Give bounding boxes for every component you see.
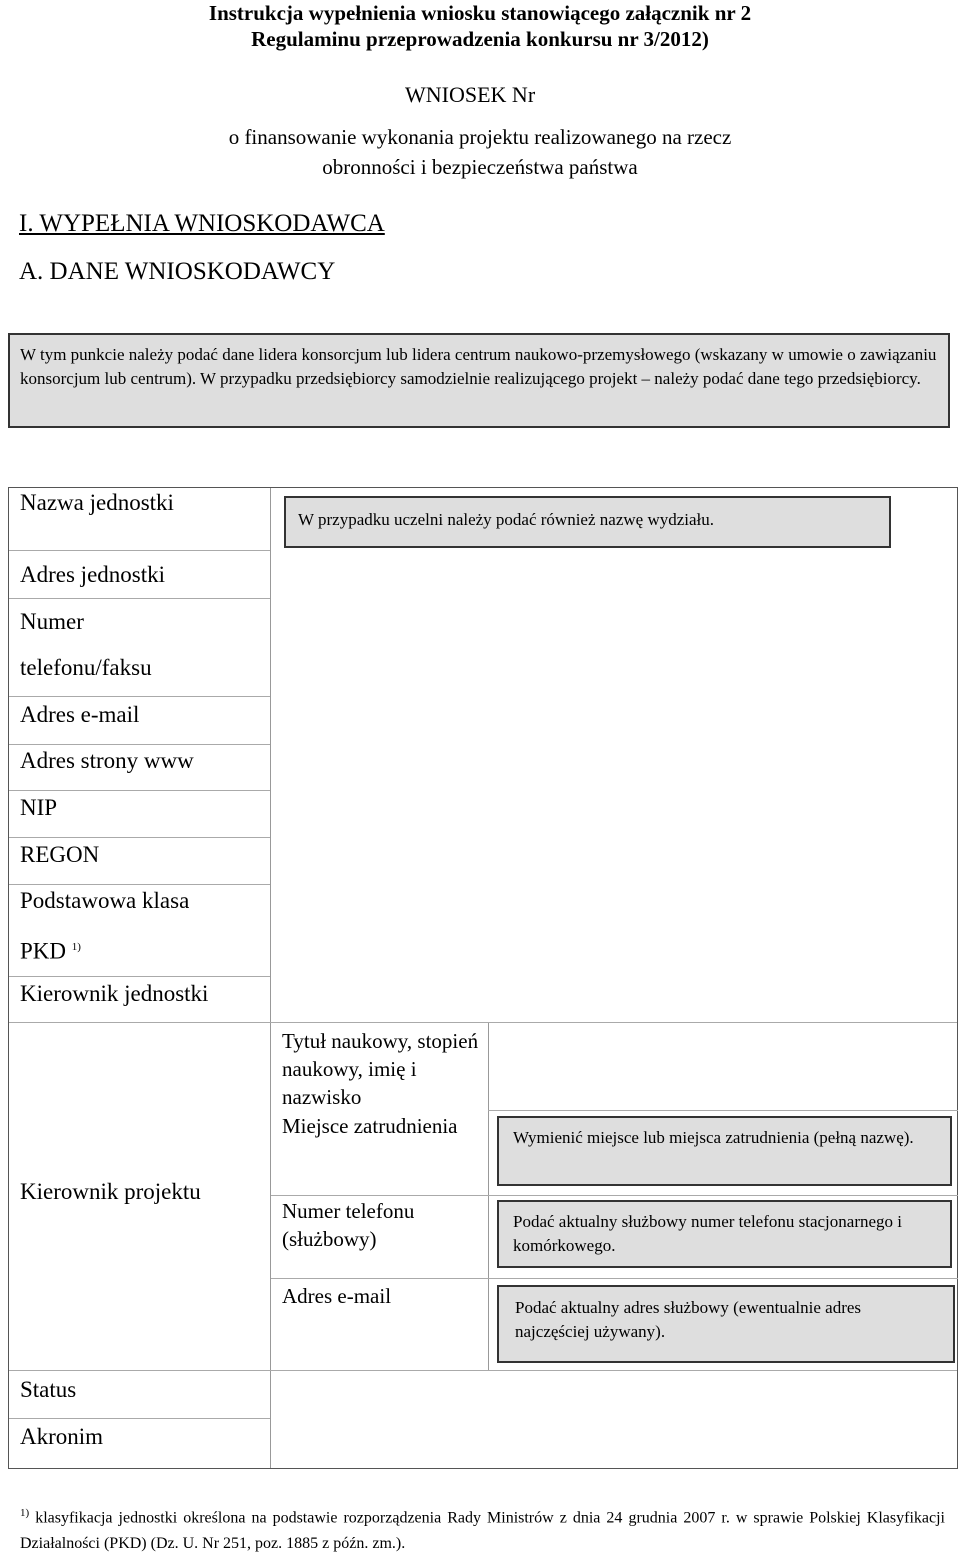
footnote-marker: 1) — [20, 1507, 30, 1519]
subtitle-line-2: obronności i bezpieczeństwa państwa — [322, 155, 638, 179]
label-adres-jednostki: Adres jednostki — [20, 562, 166, 587]
label-kierownik-jednostki: Kierownik jednostki — [20, 981, 209, 1006]
label-adres-www: Adres strony www — [20, 748, 194, 773]
label-status: Status — [20, 1377, 77, 1402]
pkd-footnote-marker: 1) — [71, 941, 81, 953]
kp-label-miejsce: Miejsce zatrudnienia — [282, 1114, 458, 1138]
kp-label-telefon: Numer telefonu (służbowy) — [282, 1199, 415, 1251]
kp-label-tytul: Tytuł naukowy, stopień naukowy, imię i nazwisko — [282, 1029, 479, 1109]
document-subtitle — [150, 122, 810, 182]
section-A-heading: A. DANE WNIOSKODAWCY — [19, 258, 336, 285]
kp-miejsce-hint-box: Wymienić miejsce lub miejsca zatrudnienia (pełną nazwę). — [497, 1116, 952, 1186]
label-nazwa-jednostki: Nazwa jednostki — [20, 490, 174, 515]
section-I-heading: I. WYPEŁNIA WNIOSKODAWCA — [19, 210, 385, 237]
kp-row-divider — [271, 1278, 958, 1279]
document-title: WNIOSEK Nr — [405, 82, 536, 107]
kp-email-hint-box: Podać aktualny adres służbowy (ewentualnie adres najczęściej używany). — [497, 1285, 955, 1363]
label-pkd-line2 — [20, 924, 81, 975]
footnote-text: klasyfikacja jednostki określona na podstawie rozporządzenia Rady Ministrów z dnia 24 grudnia 2007 r. w sprawie Polskiej Klasyfikacji Działalności (PKD) (Dz. U. Nr 251, poz. 1885 z późn. zm.). — [20, 1509, 945, 1553]
kp-row-divider — [271, 1195, 958, 1196]
subtitle-line-1: o finansowanie wykonania projektu realizowanego na rzecz — [228, 125, 732, 149]
label-telefon-line1: Numer — [20, 609, 84, 634]
table-column-divider — [270, 488, 271, 1468]
footnote — [20, 1500, 945, 1557]
document-header — [0, 0, 960, 52]
label-kierownik-projektu: Kierownik projektu — [20, 1179, 201, 1204]
label-pkd-line1: Podstawowa klasa — [20, 888, 190, 913]
row-divider — [9, 550, 270, 551]
row-divider — [9, 1022, 957, 1023]
kp-column-divider — [488, 1023, 489, 1370]
row-divider — [9, 1370, 957, 1371]
label-regon: REGON — [20, 842, 100, 867]
kp-telefon-hint-box: Podać aktualny służbowy numer telefonu stacjonarnego i komórkowego. — [497, 1200, 952, 1268]
header-line-2: Regulaminu przeprowadzenia konkursu nr 3/2012) — [251, 27, 709, 51]
nazwa-hint-box: W przypadku uczelni należy podać również nazwę wydziału. — [284, 496, 891, 548]
label-akronim: Akronim — [20, 1424, 104, 1449]
intro-note-box: W tym punkcie należy podać dane lidera konsorcjum lub lidera centrum naukowo-przemysłowego (wskazany w umowie o zawiązaniu konsorcjum lub centrum). W przypadku przedsiębiorcy samodzielnie realizującego projekt – należy podać dane tego przedsiębiorcy. — [8, 333, 950, 428]
label-pkd: PKD — [20, 938, 67, 964]
label-nip: NIP — [20, 795, 58, 820]
kp-row-divider — [488, 1110, 958, 1111]
header-line-1: Instrukcja wypełnienia wniosku stanowiącego załącznik nr 2 — [208, 1, 752, 25]
kp-label-email: Adres e-mail — [282, 1284, 392, 1308]
label-adres-email: Adres e-mail — [20, 702, 140, 727]
label-telefon-line2: telefonu/faksu — [20, 655, 152, 680]
